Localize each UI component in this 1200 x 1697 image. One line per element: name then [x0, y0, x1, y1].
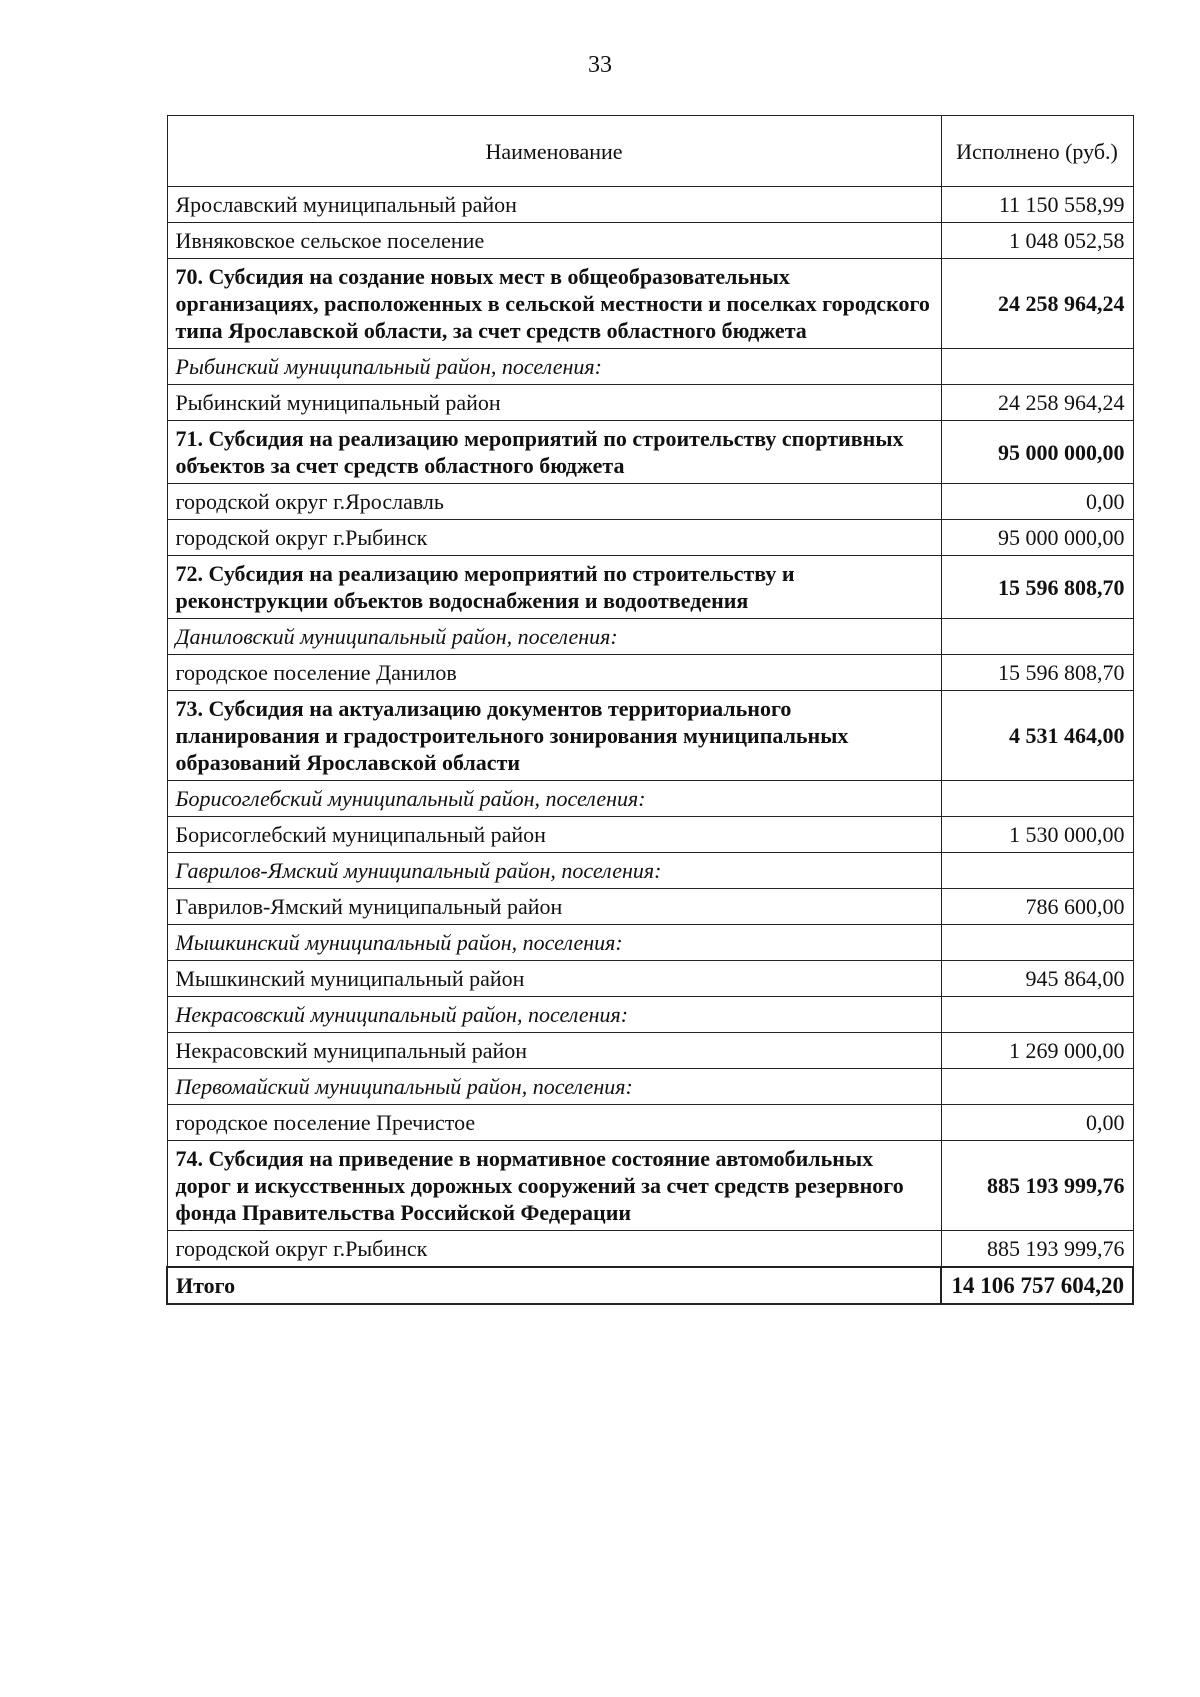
- row-name: Некрасовский муниципальный район: [167, 1033, 941, 1069]
- row-name: Мышкинский муниципальный район, поселения:: [167, 925, 941, 961]
- table-row: [167, 1105, 1133, 1141]
- page-number: 33: [588, 52, 612, 78]
- group-row: [167, 925, 1133, 961]
- row-amount: 15 596 808,70: [941, 556, 1133, 619]
- table-row: [167, 1231, 1133, 1268]
- row-amount: [941, 781, 1133, 817]
- row-name: 71. Субсидия на реализацию мероприятий по строительству спортивных объектов за счет средств областного бюджета: [167, 421, 941, 484]
- table-row: [167, 961, 1133, 997]
- row-amount: [941, 619, 1133, 655]
- row-name: Мышкинский муниципальный район: [167, 961, 941, 997]
- header-amount: Исполнено (руб.): [941, 116, 1133, 187]
- row-amount: 1 269 000,00: [941, 1033, 1133, 1069]
- table-row: [167, 655, 1133, 691]
- row-amount: 4 531 464,00: [941, 691, 1133, 781]
- row-amount: 0,00: [941, 484, 1133, 520]
- subsidy-heading-row: [167, 259, 1133, 349]
- row-amount: [941, 997, 1133, 1033]
- row-name: 73. Субсидия на актуализацию документов территориального планирования и градостроительного зонирования муниципальных образований Ярославской области: [167, 691, 941, 781]
- row-name: Рыбинский муниципальный район, поселения:: [167, 349, 941, 385]
- row-name: 72. Субсидия на реализацию мероприятий по строительству и реконструкции объектов водоснабжения и водоотведения: [167, 556, 941, 619]
- row-amount: [941, 349, 1133, 385]
- row-amount: 14 106 757 604,20: [941, 1267, 1133, 1304]
- row-name: Гаврилов-Ямский муниципальный район: [167, 889, 941, 925]
- row-amount: 11 150 558,99: [941, 187, 1133, 223]
- table-row: [167, 484, 1133, 520]
- row-name: Ивняковское сельское поселение: [167, 223, 941, 259]
- row-name: 74. Субсидия на приведение в нормативное состояние автомобильных дорог и искусственных дорожных сооружений за счет средств резервного фонда Правительства Российской Федерации: [167, 1141, 941, 1231]
- row-name: городской округ г.Рыбинск: [167, 520, 941, 556]
- table-row: [167, 817, 1133, 853]
- row-amount: 945 864,00: [941, 961, 1133, 997]
- row-amount: 15 596 808,70: [941, 655, 1133, 691]
- table-row: [167, 385, 1133, 421]
- row-amount: 1 048 052,58: [941, 223, 1133, 259]
- table-row: [167, 1033, 1133, 1069]
- row-amount: [941, 853, 1133, 889]
- row-name: городское поселение Пречистое: [167, 1105, 941, 1141]
- row-name: 70. Субсидия на создание новых мест в общеобразовательных организациях, расположенных в сельской местности и поселках городского типа Ярославской области, за счет средств областного бюджета: [167, 259, 941, 349]
- row-amount: 0,00: [941, 1105, 1133, 1141]
- row-amount: 1 530 000,00: [941, 817, 1133, 853]
- row-name: Первомайский муниципальный район, поселения:: [167, 1069, 941, 1105]
- row-name: городской округ г.Ярославль: [167, 484, 941, 520]
- row-amount: 95 000 000,00: [941, 520, 1133, 556]
- subsidy-heading-row: [167, 1141, 1133, 1231]
- group-row: [167, 781, 1133, 817]
- subsidy-heading-row: [167, 556, 1133, 619]
- table-header-row: [167, 116, 1133, 187]
- table-row: [167, 187, 1133, 223]
- row-name: Рыбинский муниципальный район: [167, 385, 941, 421]
- row-name: Некрасовский муниципальный район, поселения:: [167, 997, 941, 1033]
- total-row: [167, 1267, 1133, 1304]
- group-row: [167, 853, 1133, 889]
- row-name: городской округ г.Рыбинск: [167, 1231, 941, 1268]
- table-body: [167, 187, 1133, 1305]
- row-name: Борисоглебский муниципальный район, поселения:: [167, 781, 941, 817]
- header-name: Наименование: [167, 116, 941, 187]
- table-row: [167, 889, 1133, 925]
- table-row: [167, 520, 1133, 556]
- row-name: Борисоглебский муниципальный район: [167, 817, 941, 853]
- group-row: [167, 997, 1133, 1033]
- row-amount: 885 193 999,76: [941, 1141, 1133, 1231]
- row-name: Гаврилов-Ямский муниципальный район, поселения:: [167, 853, 941, 889]
- row-amount: 24 258 964,24: [941, 259, 1133, 349]
- row-amount: 24 258 964,24: [941, 385, 1133, 421]
- subsidy-heading-row: [167, 421, 1133, 484]
- row-name: Ярославский муниципальный район: [167, 187, 941, 223]
- subsidy-heading-row: [167, 691, 1133, 781]
- group-row: [167, 349, 1133, 385]
- row-amount: 95 000 000,00: [941, 421, 1133, 484]
- row-amount: 885 193 999,76: [941, 1231, 1133, 1268]
- table-row: [167, 223, 1133, 259]
- budget-table: [166, 115, 1134, 1305]
- row-name: городское поселение Данилов: [167, 655, 941, 691]
- group-row: [167, 1069, 1133, 1105]
- row-amount: [941, 925, 1133, 961]
- row-amount: [941, 1069, 1133, 1105]
- group-row: [167, 619, 1133, 655]
- row-name: Даниловский муниципальный район, поселения:: [167, 619, 941, 655]
- row-amount: 786 600,00: [941, 889, 1133, 925]
- row-name: Итого: [167, 1267, 941, 1304]
